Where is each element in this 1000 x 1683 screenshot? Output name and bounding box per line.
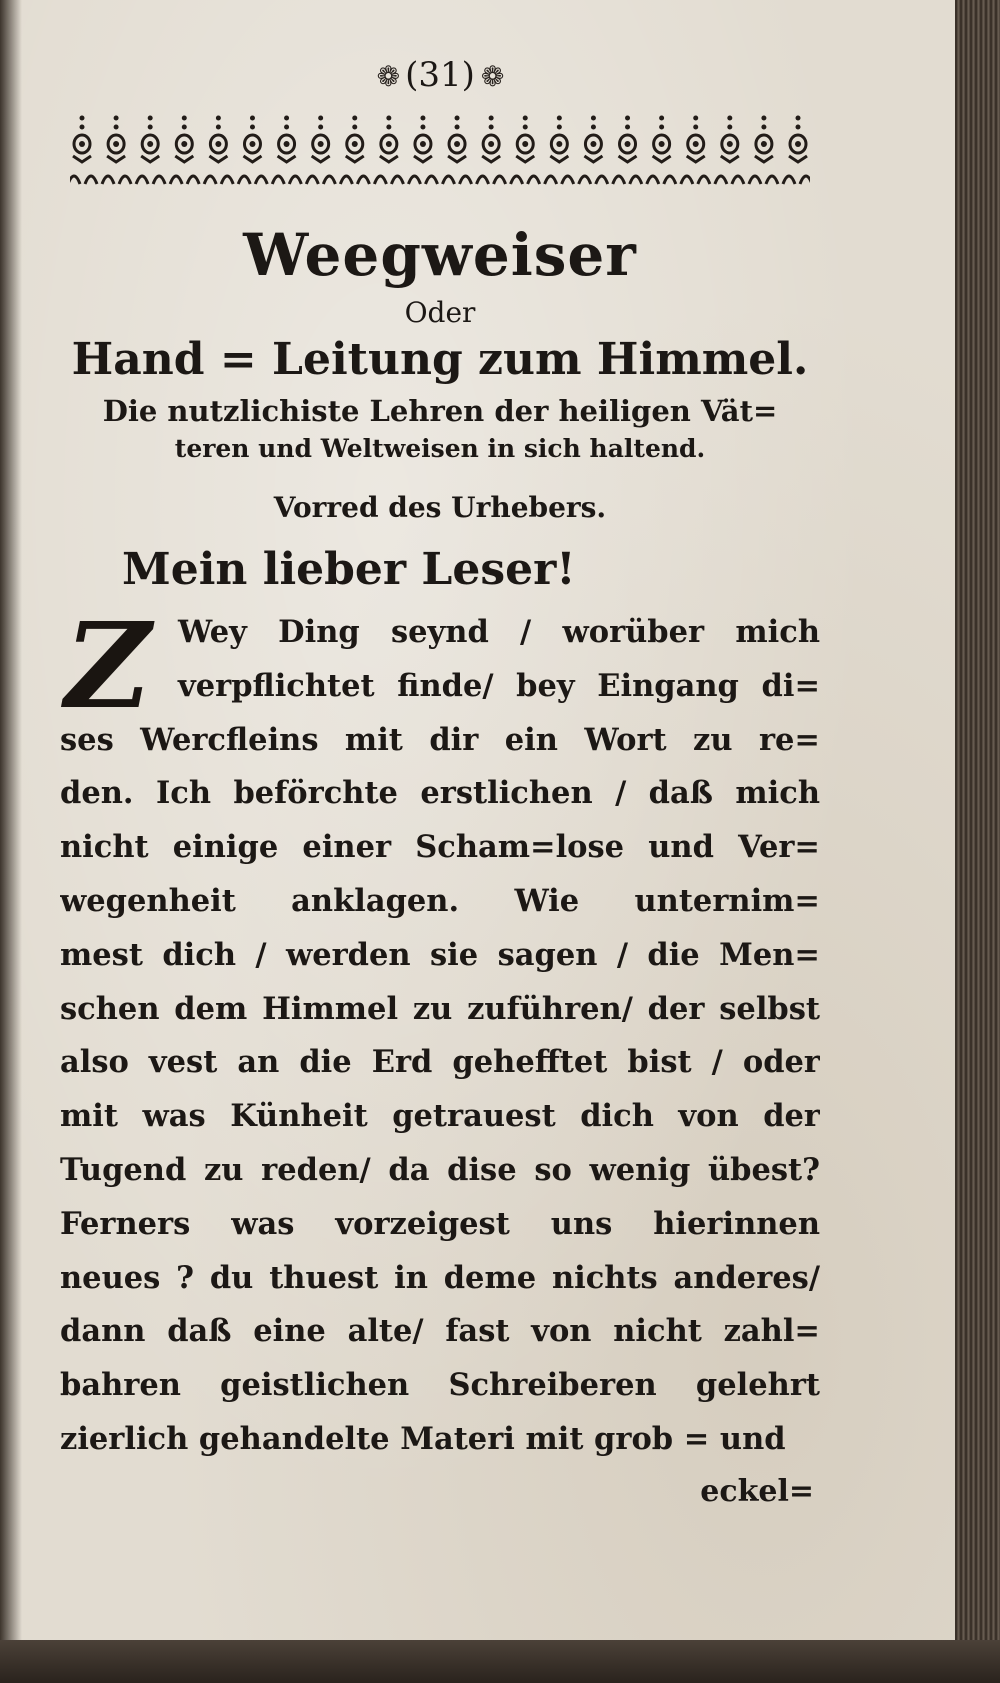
flower-ornament-icon: ❁ (480, 60, 504, 93)
ornament-border-icon (70, 112, 810, 190)
flower-ornament-icon: ❁ (376, 60, 400, 93)
text-line: schen dem Himmel zu zuführen/ der selbst (60, 990, 820, 1027)
text-line: den. Ich beförchte erstlichen / daß mich (60, 775, 820, 812)
gutter-shadow (0, 0, 22, 1683)
text-line: Ferners was vorzeigest uns hierinnen (60, 1205, 820, 1242)
text-line: Wey Ding seynd / worüber mich (178, 614, 820, 650)
decorative-border (70, 112, 810, 190)
text-line: wegenheit anklagen. Wie unternim= (60, 882, 820, 919)
text-line: dann daß eine alte/ fast von nicht zahl= (60, 1313, 820, 1350)
text-line: ses Wercfleins mit dir ein Wort zu re= (60, 721, 820, 758)
subtitle: Hand = Leitung zum Himmel. (71, 334, 809, 385)
text-line: zierlich gehandelte Materi mit grob = und (60, 1420, 786, 1457)
text-line: nicht einige einer Scham=lose und Ver= (60, 829, 820, 866)
text-line: neues ? du thuest in deme nichts anderes/ (60, 1259, 820, 1296)
title-connector: Oder (404, 296, 476, 329)
bottom-edge (0, 1640, 1000, 1683)
page-title: Weegweiser (243, 221, 637, 289)
preface-heading: Vorred des Urhebers. (273, 491, 607, 524)
page-number: 31 (418, 55, 462, 95)
description-line-1: Die nutzlichiste Lehren der heiligen Vät= (102, 394, 778, 428)
text-line: mit was Künheit getrauest dich von der (60, 1098, 820, 1135)
text-line: Tugend zu reden/ da dise so wenig übest? (60, 1151, 820, 1188)
text-line: bahren geistlichen Schreiberen gelehrt (60, 1367, 820, 1404)
text-line: verpflichtet finde/ bey Eingang di= (178, 667, 820, 704)
drop-cap: Z (64, 596, 152, 735)
text-line: also vest an die Erd gehefftet bist / oder (60, 1044, 820, 1081)
greeting-heading: Mein lieber Leser! (122, 544, 576, 595)
page-number-header: ❁ (31) ❁ (376, 55, 504, 95)
catchword: eckel= (700, 1473, 814, 1509)
text-line: mest dich / werden sie sagen / die Men= (60, 936, 820, 973)
page-edges (955, 0, 1000, 1683)
page-content (60, 50, 820, 1610)
body-text (60, 596, 820, 1517)
description-line-2: teren und Weltweisen in sich haltend. (174, 434, 706, 463)
